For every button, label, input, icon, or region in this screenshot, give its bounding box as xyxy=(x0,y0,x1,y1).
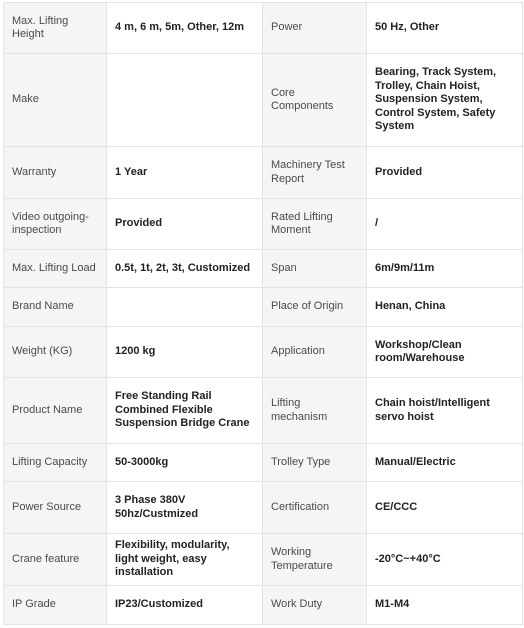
attribute-value: IP23/Customized xyxy=(107,586,263,625)
table-row xyxy=(4,199,523,250)
attribute-value: Workshop/Clean room/Warehouse xyxy=(367,327,523,378)
attribute-value: -20°C~+40°C xyxy=(367,534,523,586)
attribute-label: Crane feature xyxy=(4,534,107,586)
attribute-value: 1200 kg xyxy=(107,327,263,378)
attribute-label: Power xyxy=(263,3,367,54)
table-row xyxy=(4,378,523,444)
attribute-label: IP Grade xyxy=(4,586,107,625)
attribute-label: Application xyxy=(263,327,367,378)
table-row xyxy=(4,482,523,534)
table-row xyxy=(4,327,523,378)
attribute-label: Working Temperature xyxy=(263,534,367,586)
attribute-value: 50-3000kg xyxy=(107,444,263,482)
attribute-label: Trolley Type xyxy=(263,444,367,482)
table-row xyxy=(4,586,523,625)
attribute-label: Power Source xyxy=(4,482,107,534)
attribute-value: Provided xyxy=(107,199,263,250)
specification-table xyxy=(3,2,523,625)
table-row xyxy=(4,444,523,482)
attribute-label: Lifting Capacity xyxy=(4,444,107,482)
spec-table-container xyxy=(3,2,522,625)
table-row xyxy=(4,288,523,327)
attribute-label: Rated Lifting Moment xyxy=(263,199,367,250)
attribute-label: Span xyxy=(263,250,367,288)
attribute-value: 3 Phase 380V 50hz/Custmized xyxy=(107,482,263,534)
attribute-label: Place of Origin xyxy=(263,288,367,327)
table-row xyxy=(4,3,523,54)
attribute-label: Brand Name xyxy=(4,288,107,327)
attribute-value: Manual/Electric xyxy=(367,444,523,482)
table-row xyxy=(4,147,523,199)
attribute-value: Chain hoist/Intelligent servo hoist xyxy=(367,378,523,444)
attribute-label: Warranty xyxy=(4,147,107,199)
attribute-value: M1-M4 xyxy=(367,586,523,625)
table-row xyxy=(4,534,523,586)
attribute-value: 0.5t, 1t, 2t, 3t, Customized xyxy=(107,250,263,288)
attribute-label: Certification xyxy=(263,482,367,534)
attribute-label: Product Name xyxy=(4,378,107,444)
attribute-label: Max. Lifting Height xyxy=(4,3,107,54)
attribute-label: Lifting mechanism xyxy=(263,378,367,444)
attribute-value: Provided xyxy=(367,147,523,199)
attribute-value: Flexibility, modularity, light weight, easy installation xyxy=(107,534,263,586)
attribute-value: Bearing, Track System, Trolley, Chain Hoist, Suspension System, Control System, Safety System xyxy=(367,54,523,147)
table-row xyxy=(4,54,523,147)
attribute-label: Video outgoing-inspection xyxy=(4,199,107,250)
attribute-label: Weight (KG) xyxy=(4,327,107,378)
attribute-value: / xyxy=(367,199,523,250)
attribute-value xyxy=(107,288,263,327)
attribute-label: Machinery Test Report xyxy=(263,147,367,199)
attribute-value: Free Standing Rail Combined Flexible Suspension Bridge Crane xyxy=(107,378,263,444)
attribute-label: Core Components xyxy=(263,54,367,147)
table-row xyxy=(4,250,523,288)
attribute-value: CE/CCC xyxy=(367,482,523,534)
attribute-value: 1 Year xyxy=(107,147,263,199)
attribute-value: 6m/9m/11m xyxy=(367,250,523,288)
attribute-label: Work Duty xyxy=(263,586,367,625)
attribute-label: Make xyxy=(4,54,107,147)
attribute-value: Henan, China xyxy=(367,288,523,327)
attribute-value: 4 m, 6 m, 5m, Other, 12m xyxy=(107,3,263,54)
attribute-label: Max. Lifting Load xyxy=(4,250,107,288)
attribute-value xyxy=(107,54,263,147)
attribute-value: 50 Hz, Other xyxy=(367,3,523,54)
